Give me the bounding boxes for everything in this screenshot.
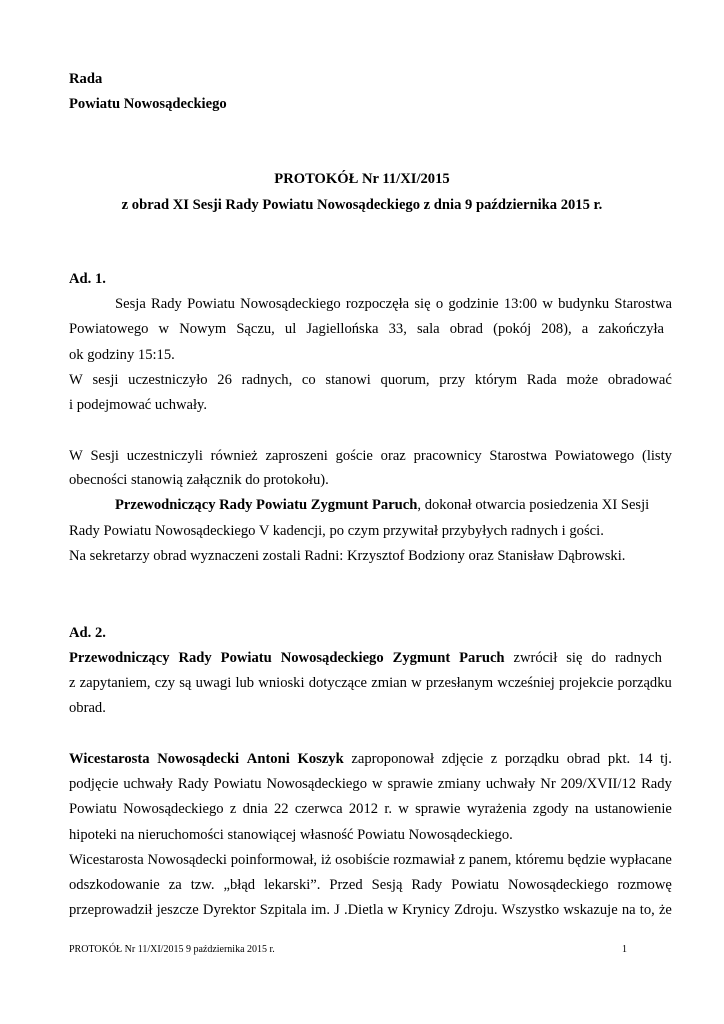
word: Powiatu	[187, 296, 235, 312]
paragraph-line	[69, 876, 672, 894]
word: na	[574, 801, 589, 817]
word: obrad	[449, 321, 483, 337]
word: z	[458, 852, 466, 868]
word: tzw.	[190, 877, 215, 893]
word: stanowi	[325, 372, 371, 388]
word: w	[387, 902, 398, 918]
word: uczestniczyli	[126, 448, 203, 464]
word: wyrażenia	[466, 801, 527, 817]
word: 209/XVII/12	[560, 776, 637, 792]
word: Powiatu	[213, 776, 262, 792]
word: Powiatowego	[554, 448, 635, 464]
word: jeszcze	[156, 902, 199, 918]
word: którym	[474, 372, 518, 388]
word: przesłanym	[425, 675, 494, 691]
paragraph-line: obecności stanowią załącznik do protokołu).	[69, 472, 329, 488]
paragraph-line: Na sekretarzy obrad wyznaczeni zostali Radni: Krzysztof Bodziony oraz Stanisław Dąbrowski.	[69, 548, 626, 564]
word: lub	[235, 675, 255, 691]
word: w	[411, 675, 422, 691]
word: 14	[637, 751, 653, 767]
word: rozmawiał	[393, 852, 455, 868]
word: obrad	[566, 751, 601, 767]
paragraph-line	[115, 496, 649, 514]
word: Rada	[526, 372, 557, 388]
word: z	[69, 675, 76, 691]
word: Szpitala	[259, 902, 307, 918]
word: Wicestarosta	[69, 751, 150, 767]
word: Antoni	[246, 751, 290, 767]
document-title: PROTOKÓŁ Nr 11/XI/2015	[274, 171, 450, 187]
word: Rady	[151, 296, 182, 312]
word: 22	[273, 801, 289, 817]
council-name: Rada	[69, 71, 103, 87]
word: ustanowienie	[594, 801, 672, 817]
word: uwagi	[195, 675, 232, 691]
word: W	[69, 448, 83, 464]
word: Nowosądeckiego	[266, 776, 367, 792]
word: W	[69, 372, 83, 388]
word: w	[371, 776, 383, 792]
word: Nowosądeckiego	[508, 877, 609, 893]
word: do	[591, 650, 606, 666]
word: lekarski”.	[264, 877, 321, 893]
word: tj.	[660, 751, 672, 767]
paragraph-line: obrad.	[69, 700, 106, 716]
word: Sączu,	[236, 321, 275, 337]
word: r.	[384, 801, 393, 817]
word: uczestniczyło	[128, 372, 208, 388]
word: zmian	[371, 675, 407, 691]
paragraph-line	[69, 851, 672, 869]
paragraph-text: , dokonał otwarcia posiedzenia XI Sesji	[417, 497, 650, 513]
paragraph-line: i podejmować uchwały.	[69, 397, 208, 413]
paragraph-line	[69, 371, 672, 389]
word: im.	[310, 902, 330, 918]
word: Starostwa	[614, 296, 672, 312]
word: poinformował,	[230, 852, 318, 868]
word: 33,	[388, 321, 407, 337]
word: sprawie	[387, 776, 433, 792]
word: rozmowę	[617, 877, 672, 893]
word: goście	[335, 448, 373, 464]
word: w	[158, 321, 170, 337]
word: pracownicy	[413, 448, 482, 464]
word: Rady	[641, 776, 672, 792]
word: Nowosądeckiego	[123, 801, 224, 817]
word: quorum,	[380, 372, 430, 388]
word: Zdroju.	[454, 902, 498, 918]
word: sala	[416, 321, 440, 337]
paragraph-line: Rady Powiatu Nowosądeckiego V kadencji, po czym przywitał przybyłych radnych i gości.	[69, 523, 604, 539]
word: porządku	[504, 751, 560, 767]
word: Sesją	[371, 877, 403, 893]
word: Nowosądecki	[157, 751, 240, 767]
word: odszkodowanie	[69, 877, 160, 893]
word: Krynicy	[402, 902, 450, 918]
section-heading-ad1: Ad. 1.	[69, 271, 106, 287]
word: panem,	[468, 852, 512, 868]
word: osobiście	[335, 852, 390, 868]
word: radnych,	[241, 372, 293, 388]
word: uchwały	[123, 776, 173, 792]
word: uchwały	[485, 776, 536, 792]
word: Przewodniczący	[69, 650, 170, 666]
word: 208),	[541, 321, 572, 337]
word: zgody	[532, 801, 569, 817]
word: w	[398, 801, 409, 817]
word: Dyrektor	[202, 902, 256, 918]
paragraph-line	[69, 775, 672, 793]
word: o	[435, 296, 444, 312]
word: obradować	[607, 372, 672, 388]
word: przy	[439, 372, 466, 388]
word: Sesja	[115, 296, 146, 312]
word: Powiatu	[220, 650, 272, 666]
word: „błąd	[223, 877, 256, 893]
word: 26	[217, 372, 232, 388]
word: radnych	[614, 650, 662, 666]
word: porządku	[617, 675, 672, 691]
word: z	[229, 801, 237, 817]
word: podjęcie	[69, 776, 119, 792]
council-district: Powiatu Nowosądeckiego	[69, 96, 227, 112]
word: Wszystko	[501, 902, 560, 918]
word: Starostwa	[489, 448, 547, 464]
word: Nowosądecki	[147, 852, 227, 868]
word: a	[581, 321, 589, 337]
paragraph-line: ok godziny 15:15.	[69, 347, 175, 363]
paragraph-line	[69, 750, 672, 768]
word: ul	[284, 321, 297, 337]
word: Powiatu	[451, 877, 500, 893]
section-heading-ad2: Ad. 2.	[69, 625, 106, 641]
word: czy	[154, 675, 176, 691]
word: Nowym	[179, 321, 227, 337]
page-footer-text: PROTOKÓŁ Nr 11/XI/2015 9 października 2015 r.	[69, 944, 275, 955]
paragraph-line	[69, 447, 672, 465]
word: się	[414, 296, 431, 312]
word: Paruch	[459, 650, 505, 666]
page-number: 1	[622, 944, 627, 955]
word: któremu	[515, 852, 564, 868]
word: Rady	[178, 650, 212, 666]
word: pkt.	[607, 751, 631, 767]
word: wnioski	[258, 675, 305, 691]
word: będzie	[567, 852, 606, 868]
word: wcześniej	[497, 675, 555, 691]
word: 2012	[348, 801, 379, 817]
word: czerwca	[294, 801, 343, 817]
word: że	[658, 902, 672, 918]
chairman-name: Przewodniczący Rady Powiatu Zygmunt Paruch	[115, 497, 418, 513]
word: zdjęcie	[441, 751, 484, 767]
word: oraz	[380, 448, 406, 464]
paragraph-line	[69, 649, 662, 667]
word: Koszyk	[297, 751, 344, 767]
word: 13:00	[503, 296, 538, 312]
word: sprawie	[415, 801, 461, 817]
paragraph-line	[69, 800, 672, 818]
paragraph-line	[69, 674, 672, 692]
word: Nowosądeckiego	[280, 650, 384, 666]
word: zaproszeni	[265, 448, 328, 464]
word: zwrócił	[513, 650, 558, 666]
word: wskazuje	[563, 902, 618, 918]
word: co	[301, 372, 316, 388]
paragraph-line: hipoteki na nieruchomości stanowiącej własność Powiatu Nowosądeckiego.	[69, 827, 513, 843]
word: się	[566, 650, 583, 666]
word: iż	[320, 852, 332, 868]
word: dnia	[242, 801, 268, 817]
word: Rady	[411, 877, 443, 893]
word: z	[490, 751, 498, 767]
word: zaproponował	[351, 751, 435, 767]
word: J	[334, 902, 340, 918]
word: .Dietla	[343, 902, 384, 918]
word: (listy	[641, 448, 672, 464]
word: Wicestarosta	[69, 852, 144, 868]
word: budynku	[558, 296, 610, 312]
word: Rady	[177, 776, 209, 792]
word: Nowosądeckiego	[240, 296, 341, 312]
word: godzinie	[448, 296, 499, 312]
word: Powiatu	[69, 801, 117, 817]
word: zapytaniem,	[79, 675, 151, 691]
word: w	[542, 296, 553, 312]
word: zakończyła	[598, 321, 664, 337]
word: (pokój	[493, 321, 532, 337]
paragraph-line	[69, 901, 672, 919]
word: sesji	[92, 372, 119, 388]
word: rozpoczęła	[345, 296, 410, 312]
word: projekcie	[559, 675, 614, 691]
document-subtitle: z obrad XI Sesji Rady Powiatu Nowosądeckiego z dnia 9 października 2015 r.	[121, 197, 603, 213]
word: Przed	[329, 877, 363, 893]
word: zmiany	[437, 776, 481, 792]
word: Nr	[540, 776, 556, 792]
word: Jagiellońska	[306, 321, 379, 337]
word: wypłacane	[609, 852, 672, 868]
paragraph-line	[69, 320, 664, 338]
word: Powiatowego	[69, 321, 149, 337]
word: Zygmunt	[392, 650, 451, 666]
word: są	[179, 675, 192, 691]
word: dotyczące	[308, 675, 368, 691]
word: to,	[639, 902, 655, 918]
word: Sesji	[90, 448, 119, 464]
word: na	[621, 902, 636, 918]
paragraph-line	[115, 295, 672, 313]
word: może	[566, 372, 599, 388]
word: również	[210, 448, 258, 464]
word: przeprowadził	[69, 902, 153, 918]
word: za	[168, 877, 182, 893]
